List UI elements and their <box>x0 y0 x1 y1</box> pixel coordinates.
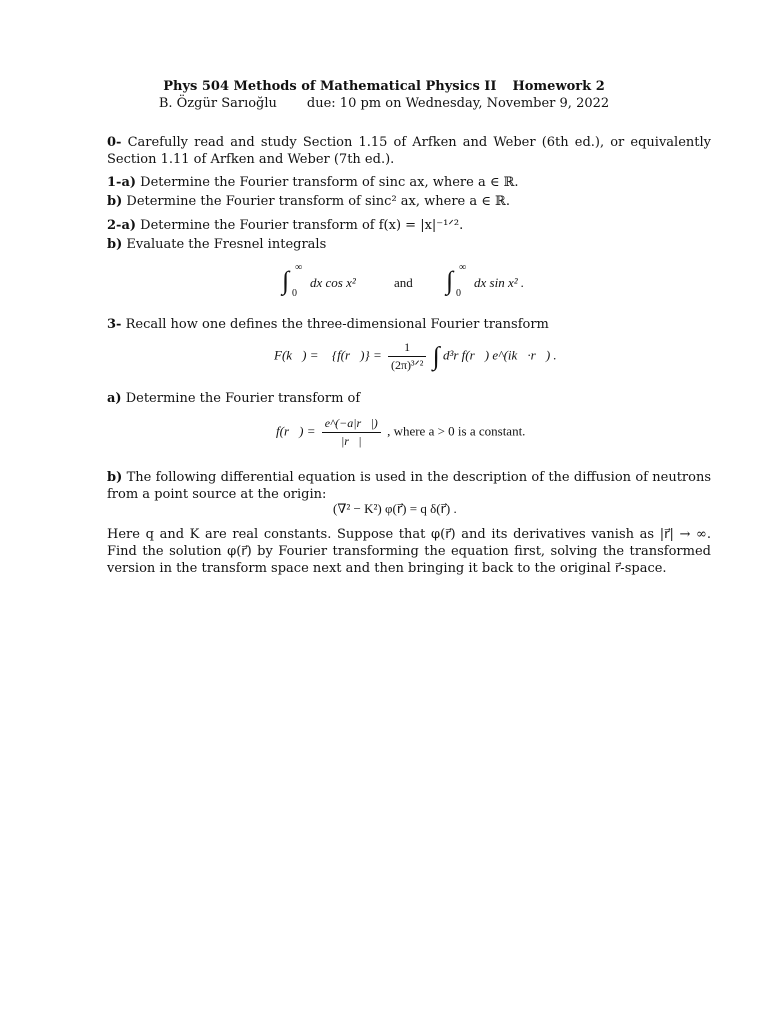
author-name: B. Özgür Sarıoğlu <box>158 96 277 111</box>
problem-2a-text: Determine the Fourier transform of f(x) = |x|⁻¹ᐟ². <box>140 218 464 233</box>
problem-2a-label: 2-a) <box>107 218 137 233</box>
problem-3a-label: a) <box>107 391 122 406</box>
fr-denominator: |r⃗| <box>340 434 362 448</box>
problem-2a <box>107 217 711 234</box>
problem-3a <box>107 390 711 407</box>
assignment-title: Homework 2 <box>512 79 605 94</box>
problem-1a <box>107 174 711 191</box>
problem-1a-label: 1-a) <box>107 175 137 190</box>
integral-sign: ∫ <box>432 341 440 371</box>
problem-2b-text: Evaluate the Fresnel integrals <box>126 237 327 252</box>
fresnel-integral-sin <box>446 264 556 304</box>
fresnel-integral-cos <box>282 264 382 304</box>
diffusion-equation: (∇² − K²) φ(r⃗) = q δ(r⃗) . <box>333 501 457 516</box>
course-title: Phys 504 Methods of Mathematical Physics II <box>163 79 497 94</box>
problem-2b-label: b) <box>107 237 123 252</box>
problem-3-label: 3- <box>107 317 122 332</box>
title-line <box>0 79 768 94</box>
integrand-sin: dx sin x² . <box>474 275 525 290</box>
problem-3-intro: Recall how one defines the three-dimensional Fourier transform <box>125 317 549 332</box>
ft-rhs: d³r f(r⃗) e^(ik⃗·r⃗) . <box>442 347 557 363</box>
and-word: and <box>394 275 413 290</box>
ft-fraction <box>388 340 426 373</box>
fr-condition: , where a > 0 is a constant. <box>387 423 526 439</box>
problem-0 <box>107 134 711 168</box>
integral-sign: ∫ <box>446 266 454 295</box>
problem-2b <box>107 236 711 253</box>
problem-3b-text: The following differential equation is used in the description of the diffusion of neutrons from a point source at the origin: <box>107 470 712 502</box>
lower-limit: 0 <box>292 288 297 299</box>
problem-3b <box>107 469 711 503</box>
problem-3-final: Here q and K are real constants. Suppose that φ(r⃗) and its derivatives vanish as |r⃗| → ∞. Find the solution φ(r⃗) by Fourier transforming the equation first, solving the transformed version in the transform space next and then bringing it back to the original r⃗-space. <box>107 527 711 576</box>
problem-0-label: 0- <box>107 135 122 150</box>
author-line <box>0 96 768 111</box>
ft-lhs: F(k⃗) = 𝓕{f(r⃗)} = <box>274 347 382 363</box>
fourier-transform-definition <box>274 340 557 373</box>
fr-numerator: e^(−a|r⃗|) <box>322 416 381 433</box>
fr-lhs: f(r⃗) = <box>276 423 316 439</box>
upper-limit: ∞ <box>295 262 303 273</box>
integral-sign: ∫ <box>282 266 290 295</box>
problem-1a-text: Determine the Fourier transform of sinc ax, where a ∈ ℝ. <box>140 175 519 190</box>
problem-0-text: Carefully read and study Section 1.15 of Arfken and Weber (6th ed.), or equivalently Section 1.11 of Arfken and Weber (7th ed.). <box>107 135 711 167</box>
problem-3a-text: Determine the Fourier transform of <box>125 391 361 406</box>
problem-3b-label: b) <box>107 470 123 485</box>
problem-1b <box>107 193 711 210</box>
ft-denominator: (2π)³ᐟ² <box>390 358 424 372</box>
lower-limit: 0 <box>456 288 461 299</box>
problem-3 <box>107 316 711 333</box>
upper-limit: ∞ <box>459 262 467 273</box>
f-of-r-equation <box>276 416 525 449</box>
integrand-cos: dx cos x² <box>310 275 356 290</box>
fr-fraction <box>322 416 381 449</box>
ft-numerator: 1 <box>388 340 426 357</box>
problem-1b-label: b) <box>107 194 123 209</box>
due-date: due: 10 pm on Wednesday, November 9, 2022 <box>306 96 610 111</box>
problem-1b-text: Determine the Fourier transform of sinc² ax, where a ∈ ℝ. <box>126 194 510 209</box>
